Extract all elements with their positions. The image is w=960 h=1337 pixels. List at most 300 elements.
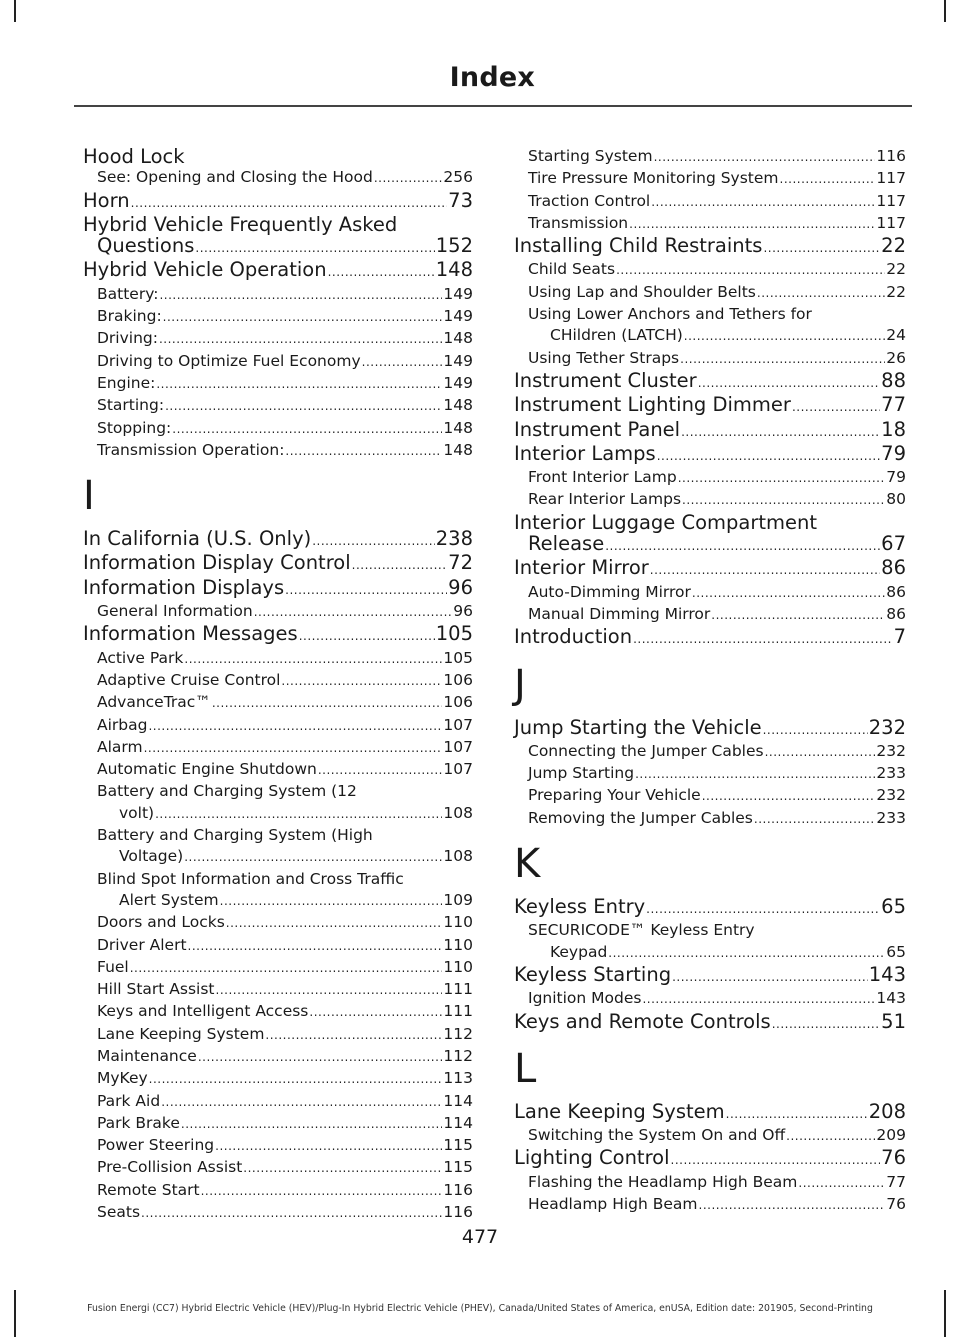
index-subentry[interactable] — [514, 348, 906, 370]
page-reference[interactable]: 107 — [443, 715, 473, 734]
dot-leader — [299, 626, 435, 647]
index-subentry[interactable] — [83, 328, 473, 350]
page-reference[interactable]: 149 — [443, 351, 473, 370]
page-reference[interactable]: 79 — [881, 441, 906, 465]
entry-label-continuation: Keypad — [550, 942, 608, 961]
index-subentry[interactable] — [514, 741, 906, 763]
entry-label: Using Lower Anchors and Tethers for — [528, 305, 812, 324]
entry-label: Jump Starting — [528, 764, 635, 783]
index-subentry[interactable] — [514, 191, 906, 213]
entry-label-continuation: Alert System — [119, 890, 219, 909]
page-reference[interactable]: 76 — [886, 1194, 906, 1213]
dot-leader — [654, 147, 876, 168]
entry-label: Instrument Panel — [514, 417, 681, 441]
entry-label: Remote Start — [97, 1180, 200, 1199]
index-subentry[interactable] — [83, 648, 473, 670]
page-reference[interactable]: 86 — [886, 604, 906, 623]
dot-leader — [763, 238, 880, 259]
index-subentry[interactable] — [83, 351, 473, 373]
index-subentry[interactable] — [514, 988, 906, 1010]
dot-leader — [318, 760, 443, 781]
entry-label: Hood Lock — [83, 145, 185, 168]
entry-label: Engine: — [97, 373, 156, 392]
index-subentry[interactable] — [514, 146, 906, 168]
page-reference[interactable]: 149 — [443, 373, 473, 392]
index-subentry[interactable] — [83, 440, 473, 462]
dot-leader — [265, 1025, 442, 1046]
entry-label: Blind Spot Information and Cross Traffic — [97, 869, 404, 888]
page-reference[interactable]: 111 — [443, 980, 473, 999]
dot-leader — [131, 193, 448, 214]
entry-label: Hill Start Assist — [97, 980, 215, 999]
page-reference[interactable]: 143 — [868, 962, 906, 986]
page-reference[interactable]: 72 — [448, 551, 473, 575]
index-subentry[interactable] — [514, 808, 906, 830]
entry-label: Installing Child Restraints — [514, 234, 763, 258]
page-reference[interactable]: 88 — [881, 368, 906, 392]
dot-leader — [646, 899, 880, 920]
dot-leader — [352, 555, 448, 576]
index-entry[interactable] — [514, 1147, 906, 1171]
dot-leader — [243, 1158, 442, 1179]
entry-label: Park Aid — [97, 1091, 161, 1110]
page-reference[interactable]: 233 — [876, 808, 906, 827]
index-subentry[interactable] — [83, 1135, 473, 1157]
page-title: Index — [449, 62, 535, 93]
index-entry[interactable] — [514, 964, 906, 988]
entry-label: Battery: — [97, 284, 159, 303]
index-subentry[interactable] — [83, 284, 473, 306]
page-reference[interactable]: 105 — [443, 648, 473, 667]
page-reference[interactable]: 77 — [886, 1172, 906, 1191]
entry-label: Ignition Modes — [528, 989, 642, 1008]
entry-label-continuation: Voltage) — [119, 847, 184, 866]
dot-leader — [726, 1104, 868, 1125]
entry-label: Interior Luggage Compartment — [514, 510, 818, 534]
index-subentry[interactable] — [83, 957, 473, 979]
index-subentry[interactable] — [83, 1001, 473, 1023]
index-subentry[interactable] — [83, 935, 473, 957]
entry-label: Automatic Engine Shutdown — [97, 760, 317, 779]
index-subentry[interactable] — [83, 601, 473, 623]
entry-label: Stopping: — [97, 418, 172, 437]
dot-leader — [195, 238, 434, 259]
entry-label: Hybrid Vehicle Operation — [83, 258, 327, 282]
page-reference[interactable]: 109 — [443, 890, 473, 909]
index-letter-heading: L — [514, 1045, 537, 1092]
entry-label: Lighting Control — [514, 1146, 670, 1170]
index-subentry[interactable] — [83, 373, 473, 395]
entry-label: Instrument Cluster — [514, 368, 697, 392]
page-reference[interactable]: 76 — [881, 1146, 906, 1170]
entry-label: Manual Dimming Mirror — [528, 604, 711, 623]
index-entry[interactable] — [514, 443, 906, 467]
dot-leader — [220, 891, 443, 912]
page-reference[interactable]: 232 — [868, 715, 906, 739]
entry-label: Information Display Control — [83, 551, 351, 575]
index-entry[interactable] — [514, 370, 906, 394]
page-reference[interactable]: 96 — [453, 602, 473, 621]
entry-label-continuation: CHildren (LATCH) — [550, 326, 683, 345]
entry-label: Transmission — [528, 213, 629, 232]
index-entry[interactable] — [514, 235, 906, 259]
page-reference[interactable]: 22 — [886, 282, 906, 301]
dot-leader — [786, 1126, 875, 1147]
index-subentry[interactable] — [514, 168, 906, 190]
entry-label: Doors and Locks — [97, 913, 225, 932]
index-subentry[interactable] — [514, 920, 906, 964]
dot-leader — [651, 192, 875, 213]
page-reference[interactable]: 22 — [881, 234, 906, 258]
dot-leader — [642, 989, 875, 1010]
page-reference[interactable]: 77 — [881, 393, 906, 417]
dot-leader — [657, 446, 880, 467]
page-reference[interactable]: 116 — [443, 1180, 473, 1199]
index-subentry[interactable] — [83, 306, 473, 328]
dot-leader — [328, 262, 435, 283]
index-subentry[interactable] — [514, 604, 906, 626]
index-entry[interactable] — [83, 623, 473, 647]
entry-label: Battery and Charging System (High — [97, 826, 373, 845]
index-subentry[interactable] — [83, 1068, 473, 1090]
index-entry[interactable] — [514, 896, 906, 920]
dot-leader — [763, 720, 868, 741]
index-entry[interactable] — [83, 146, 473, 167]
dot-leader — [159, 329, 442, 350]
page-reference[interactable]: 148 — [443, 396, 473, 415]
dot-leader — [681, 422, 880, 443]
index-subentry[interactable] — [514, 1172, 906, 1194]
entry-label: AdvanceTrac™ — [97, 693, 211, 712]
entry-label: Starting System — [528, 147, 653, 165]
page-reference[interactable]: 148 — [443, 329, 473, 348]
entry-label: Information Displays — [83, 575, 285, 599]
page-reference[interactable]: 117 — [876, 213, 906, 232]
index-subentry[interactable] — [83, 1157, 473, 1179]
crop-mark-top-left — [14, 0, 16, 22]
page-reference[interactable]: 117 — [876, 169, 906, 188]
dot-leader — [184, 847, 442, 868]
dot-leader — [149, 1069, 443, 1090]
entry-label: Introduction — [514, 625, 633, 649]
page-reference[interactable]: 106 — [443, 693, 473, 712]
entry-label: Driving to Optimize Fuel Economy — [97, 351, 361, 370]
index-entry[interactable] — [514, 394, 906, 418]
entry-label: Keys and Intelligent Access — [97, 1002, 309, 1021]
dot-leader — [141, 1203, 442, 1224]
page-reference[interactable]: 116 — [443, 1203, 473, 1222]
dot-leader — [672, 967, 868, 988]
dot-leader — [362, 352, 443, 373]
index-subentry[interactable] — [83, 1180, 473, 1202]
entry-label: Interior Lamps — [514, 441, 656, 465]
dot-leader — [216, 980, 443, 1001]
index-subentry[interactable] — [514, 304, 906, 348]
page-reference[interactable]: 80 — [886, 490, 906, 509]
entry-label: Using Lap and Shoulder Belts — [528, 282, 756, 301]
dot-leader — [161, 1092, 442, 1113]
entry-label: Keys and Remote Controls — [514, 1009, 771, 1033]
dot-leader — [635, 764, 875, 785]
entry-label-continuation: Release — [528, 532, 605, 556]
entry-label: Starting: — [97, 396, 165, 415]
dot-leader — [226, 913, 443, 934]
dot-leader — [608, 943, 885, 964]
page-number: 477 — [461, 1226, 499, 1248]
dot-leader — [765, 742, 876, 763]
page-reference[interactable]: 116 — [876, 147, 906, 165]
index-entry[interactable] — [83, 259, 473, 283]
page-reference[interactable]: 86 — [881, 556, 906, 580]
dot-leader — [212, 693, 443, 714]
page-reference[interactable]: 67 — [881, 532, 906, 556]
index-subentry[interactable] — [514, 467, 906, 489]
dot-leader — [684, 326, 885, 347]
page-reference[interactable]: 148 — [443, 418, 473, 437]
entry-label: Seats — [97, 1203, 141, 1222]
page-reference[interactable]: 110 — [443, 957, 473, 976]
page-reference[interactable]: 115 — [443, 1158, 473, 1177]
index-subentry[interactable] — [514, 282, 906, 304]
index-subentry[interactable] — [83, 418, 473, 440]
page-reference[interactable]: 18 — [881, 417, 906, 441]
entry-label-continuation: Questions — [97, 234, 195, 258]
page-reference[interactable]: 238 — [435, 527, 473, 551]
index-column-left — [83, 146, 473, 1224]
index-subentry[interactable] — [83, 979, 473, 1001]
page-reference[interactable]: 79 — [886, 468, 906, 487]
dot-leader — [757, 283, 885, 304]
index-entry[interactable] — [83, 214, 473, 260]
entry-label: In California (U.S. Only) — [83, 527, 312, 551]
dot-leader — [699, 1195, 886, 1216]
index-subentry[interactable] — [83, 1113, 473, 1135]
page-reference[interactable]: 112 — [443, 1046, 473, 1065]
page-reference[interactable]: 65 — [881, 895, 906, 919]
dot-leader — [130, 958, 443, 979]
page-reference[interactable]: 110 — [443, 935, 473, 954]
page-reference[interactable]: 117 — [876, 191, 906, 210]
dot-leader — [215, 1136, 442, 1157]
index-entry[interactable] — [514, 557, 906, 581]
page-reference[interactable]: 108 — [443, 803, 473, 822]
entry-label: See: Opening and Closing the Hood — [97, 168, 373, 187]
index-entry[interactable] — [514, 419, 906, 443]
index-entry[interactable] — [83, 552, 473, 576]
page-reference[interactable]: 115 — [443, 1136, 473, 1155]
entry-label: Braking: — [97, 307, 162, 326]
entry-label: Switching the System On and Off — [528, 1126, 786, 1145]
dot-leader — [633, 629, 892, 650]
entry-label: Airbag — [97, 715, 148, 734]
index-subentry[interactable] — [83, 1202, 473, 1224]
dot-leader — [159, 285, 442, 306]
index-subentry[interactable] — [83, 692, 473, 714]
page-reference[interactable]: 107 — [443, 737, 473, 756]
index-entry[interactable] — [83, 528, 473, 552]
page-reference[interactable]: 256 — [443, 168, 473, 187]
dot-leader — [156, 374, 442, 395]
page-reference[interactable]: 105 — [435, 622, 473, 646]
page-reference[interactable]: 232 — [876, 741, 906, 760]
entry-label: Tire Pressure Monitoring System — [528, 169, 779, 188]
page-reference[interactable]: 149 — [443, 307, 473, 326]
index-subentry[interactable] — [83, 759, 473, 781]
entry-label: Auto-Dimming Mirror — [528, 582, 691, 601]
index-subentry[interactable] — [514, 1194, 906, 1216]
entry-label: Lane Keeping System — [97, 1024, 265, 1043]
page-reference[interactable]: 106 — [443, 670, 473, 689]
dot-leader — [798, 1173, 885, 1194]
entry-label: Preparing Your Vehicle — [528, 786, 701, 805]
dot-leader — [165, 396, 442, 417]
page-reference[interactable]: 233 — [876, 764, 906, 783]
index-subentry[interactable] — [83, 395, 473, 417]
dot-leader — [285, 580, 447, 601]
crop-mark-top-right — [944, 0, 946, 22]
entry-label: Battery and Charging System (12 — [97, 782, 357, 801]
dot-leader — [650, 560, 880, 581]
page-reference[interactable]: 22 — [886, 260, 906, 279]
dot-leader — [181, 1114, 443, 1135]
entry-label: Pre-Collision Assist — [97, 1158, 243, 1177]
dot-leader — [682, 490, 885, 511]
page-reference[interactable]: 26 — [886, 348, 906, 367]
dot-leader — [692, 583, 885, 604]
index-letter-heading: I — [83, 473, 95, 520]
index-subentry[interactable] — [83, 167, 473, 189]
entry-label: Keyless Starting — [514, 962, 672, 986]
page-reference[interactable]: 208 — [868, 1099, 906, 1123]
page-reference[interactable]: 143 — [876, 989, 906, 1008]
dot-leader — [616, 260, 885, 281]
page-reference[interactable]: 152 — [435, 234, 473, 258]
entry-label: Front Interior Lamp — [528, 468, 677, 487]
entry-label: Transmission Operation: — [97, 440, 285, 459]
dot-leader — [754, 809, 876, 830]
index-subentry[interactable] — [83, 1046, 473, 1068]
index-subentry[interactable] — [514, 763, 906, 785]
entry-label: Fuel — [97, 957, 129, 976]
entry-label: Removing the Jumper Cables — [528, 808, 753, 827]
entry-label: Using Tether Straps — [528, 348, 680, 367]
entry-label: Keyless Entry — [514, 895, 646, 919]
dot-leader — [281, 671, 442, 692]
entry-label-continuation: volt) — [119, 803, 155, 822]
dot-leader — [309, 1002, 442, 1023]
index-subentry[interactable] — [83, 912, 473, 934]
entry-label: Information Messages — [83, 622, 298, 646]
page-reference[interactable]: 51 — [881, 1009, 906, 1033]
entry-label: Park Brake — [97, 1113, 180, 1132]
entry-label: Driving: — [97, 329, 158, 348]
entry-label: Active Park — [97, 648, 184, 667]
index-column-right — [514, 146, 906, 1216]
entry-label: Connecting the Jumper Cables — [528, 741, 764, 760]
entry-label: Lane Keeping System — [514, 1099, 725, 1123]
index-letter-heading: K — [514, 841, 541, 888]
entry-label: Alarm — [97, 737, 143, 756]
dot-leader — [163, 307, 443, 328]
dot-leader — [671, 1150, 881, 1171]
index-subentry[interactable] — [83, 670, 473, 692]
page-reference[interactable]: 73 — [448, 188, 473, 212]
entry-label: Driver Alert — [97, 935, 187, 954]
page-reference[interactable]: 7 — [893, 625, 906, 649]
page-reference[interactable]: 108 — [443, 847, 473, 866]
index-subentry[interactable] — [514, 785, 906, 807]
index-subentry[interactable] — [83, 781, 473, 825]
page-reference[interactable]: 110 — [443, 913, 473, 932]
page-reference[interactable]: 232 — [876, 786, 906, 805]
dot-leader — [172, 419, 442, 440]
page-reference[interactable]: 209 — [876, 1126, 906, 1145]
index-subentry[interactable] — [514, 259, 906, 281]
page-reference[interactable]: 24 — [886, 326, 906, 345]
page-reference[interactable]: 65 — [886, 942, 906, 961]
page-reference[interactable]: 112 — [443, 1024, 473, 1043]
index-subentry[interactable] — [514, 489, 906, 511]
index-entry[interactable] — [514, 717, 906, 741]
dot-leader — [629, 214, 875, 235]
entry-label: MyKey — [97, 1069, 148, 1088]
page-reference[interactable]: 113 — [443, 1069, 473, 1088]
index-subentry[interactable] — [83, 1091, 473, 1113]
index-subentry[interactable] — [83, 869, 473, 913]
dot-leader — [792, 397, 880, 418]
index-entry[interactable] — [83, 577, 473, 601]
index-subentry[interactable] — [83, 715, 473, 737]
entry-label: Power Steering — [97, 1136, 215, 1155]
page-reference[interactable]: 149 — [443, 284, 473, 303]
index-entry[interactable] — [514, 1011, 906, 1035]
dot-leader — [702, 786, 876, 807]
entry-label: Traction Control — [528, 191, 651, 210]
page-reference[interactable]: 148 — [443, 440, 473, 459]
index-subentry[interactable] — [83, 737, 473, 759]
dot-leader — [184, 649, 442, 670]
index-entry[interactable] — [514, 1101, 906, 1125]
index-entry[interactable] — [514, 512, 906, 558]
dot-leader — [188, 936, 443, 957]
page-reference[interactable]: 111 — [443, 1002, 473, 1021]
index-subentry[interactable] — [514, 213, 906, 235]
dot-leader — [148, 716, 442, 737]
entry-label: Flashing the Headlamp High Beam — [528, 1172, 798, 1191]
entry-label: Hybrid Vehicle Frequently Asked — [83, 212, 398, 236]
entry-label: Interior Mirror — [514, 556, 649, 580]
entry-label: Jump Starting the Vehicle — [514, 715, 762, 739]
index-entry[interactable] — [83, 190, 473, 214]
index-entry[interactable] — [514, 626, 906, 650]
page-reference[interactable]: 148 — [435, 258, 473, 282]
entry-label: SECURICODE™ Keyless Entry — [528, 921, 755, 940]
page-reference[interactable]: 107 — [443, 760, 473, 779]
dot-leader — [698, 373, 880, 394]
index-subentry[interactable] — [514, 1125, 906, 1147]
page-reference[interactable]: 96 — [448, 575, 473, 599]
dot-leader — [285, 441, 442, 462]
index-subentry[interactable] — [514, 582, 906, 604]
page-reference[interactable]: 86 — [886, 582, 906, 601]
index-letter-heading: J — [514, 661, 526, 708]
page-reference[interactable]: 114 — [443, 1091, 473, 1110]
index-subentry[interactable] — [83, 1024, 473, 1046]
index-subentry[interactable] — [83, 825, 473, 869]
page-reference[interactable]: 114 — [443, 1113, 473, 1132]
dot-leader — [201, 1181, 443, 1202]
entry-label: Instrument Lighting Dimmer — [514, 393, 791, 417]
